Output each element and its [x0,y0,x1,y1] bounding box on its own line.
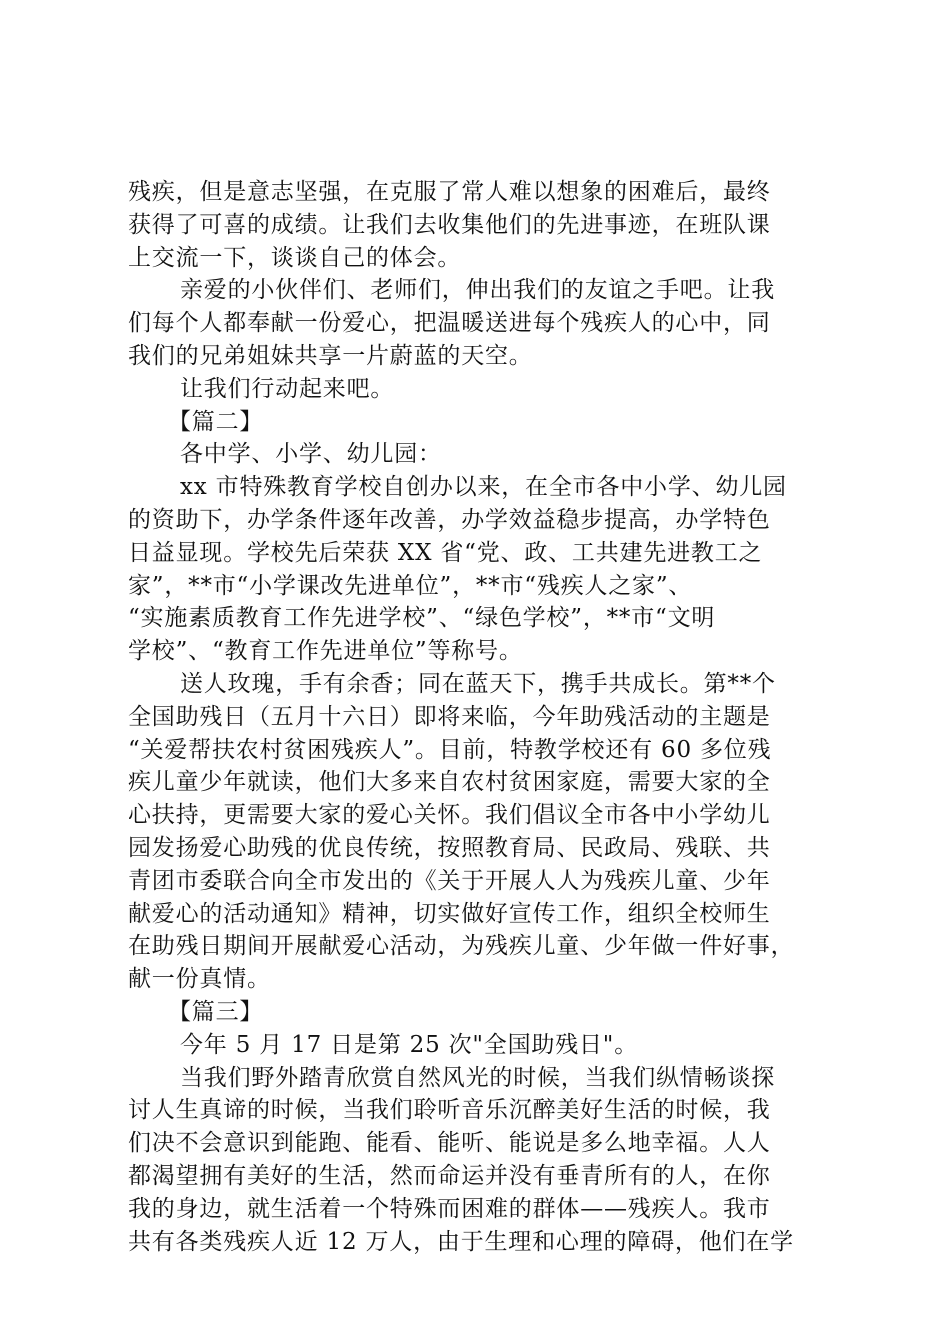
text-line: 园发扬爱心助残的优良传统，按照教育局、民政局、残联、共 [128,834,771,861]
text-line: 讨人生真谛的时候，当我们聆听音乐沉醉美好生活的时候，我 [128,1097,771,1124]
text-line: 上交流一下，谈谈自己的体会。 [128,244,462,271]
text-line: “关爱帮扶农村贫困残疾人”。目前，特教学校还有 60 多位残 [128,736,772,763]
text-line: 家”，**市“小学课改先进单位”，**市“残疾人之家”、 [128,572,693,599]
text-line: 学校”、“教育工作先进单位”等称号。 [128,638,523,665]
text-line: 们每个人都奉献一份爱心，把温暖送进每个残疾人的心中，同 [128,310,771,337]
salutation: 各中学、小学、幼儿园： [180,441,442,468]
text-line: 疾儿童少年就读，他们大多来自农村贫困家庭，需要大家的全 [128,769,771,796]
text-line: 在助残日期间开展献爱心活动，为残疾儿童、少年做一件好事， [128,933,795,960]
text-line: 的资助下，办学条件逐年改善，办学效益稳步提高，办学特色 [128,506,771,533]
text-line: 我的身边，就生活着一个特殊而困难的群体——残疾人。我市 [128,1195,771,1222]
text-line: 共有各类残疾人近 12 万人，由于生理和心理的障碍，他们在学 [128,1228,794,1255]
section-heading: 【篇二】 [168,408,264,435]
text-line: 我们的兄弟姐妹共享一片蔚蓝的天空。 [128,342,533,369]
text-line: 残疾，但是意志坚强，在克服了常人难以想象的困难后，最终 [128,179,771,205]
paragraph-start: xx 市特殊教育学校自创办以来，在全市各中小学、幼儿园 [180,474,787,501]
text-line: 全国助残日（五月十六日）即将来临，今年助残活动的主题是 [128,703,771,730]
text-line: 献一份真情。 [128,966,271,993]
paragraph-start: 亲爱的小伙伴们、老师们，伸出我们的友谊之手吧。让我 [180,277,775,304]
text-line: 们决不会意识到能跑、能看、能听、能说是多么地幸福。人人 [128,1130,771,1157]
paragraph-start: 今年 5 月 17 日是第 25 次"全国助残日"。 [180,1031,638,1058]
section-heading: 【篇三】 [168,998,264,1025]
paragraph-start: 送人玫瑰，手有余香；同在蓝天下，携手共成长。第**个 [180,670,776,697]
text-line: 青团市委联合向全市发出的《关于开展人人为残疾儿童、少年 [128,867,771,894]
text-line: “实施素质教育工作先进学校”、“绿色学校”，**市“文明 [128,605,716,632]
text-line: 心扶持，更需要大家的爱心关怀。我们倡议全市各中小学幼儿 [128,802,771,829]
paragraph-start: 让我们行动起来吧。 [180,375,395,402]
paragraph-start: 当我们野外踏青欣赏自然风光的时候，当我们纵情畅谈探 [180,1064,775,1091]
text-line: 献爱心的活动通知》精神，切实做好宣传工作，组织全校师生 [128,900,771,927]
text-line: 获得了可喜的成绩。让我们去收集他们的先进事迹，在班队课 [128,211,771,238]
document-body [128,176,833,1258]
text-line: 都渴望拥有美好的生活，然而命运并没有垂青所有的人，在你 [128,1162,771,1189]
text-line: 日益显现。学校先后荣获 XX 省“党、政、工共建先进教工之 [128,539,763,566]
